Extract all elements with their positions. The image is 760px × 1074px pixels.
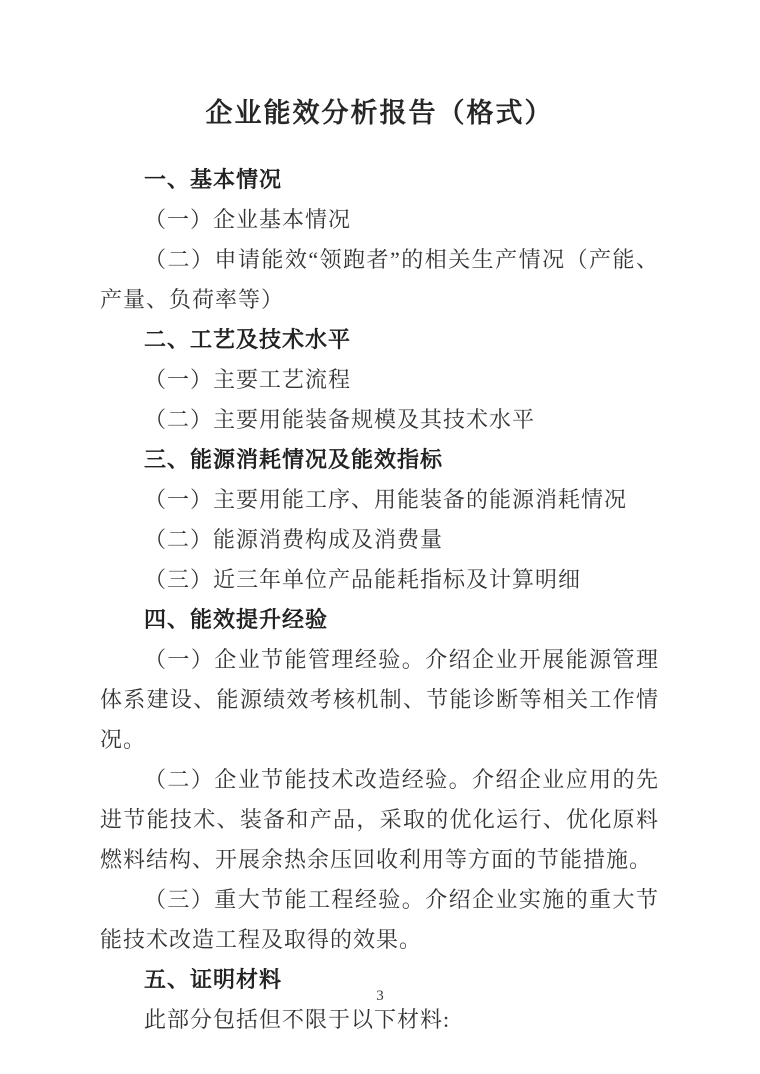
section-heading-1: 一、基本情况 — [144, 167, 283, 192]
section-3-item-1: （一）主要用能工序、用能装备的能源消耗情况 — [144, 487, 628, 512]
section-3-item-3: （三）近三年单位产品能耗指标及计算明细 — [144, 567, 582, 592]
section-heading-4: 四、能效提升经验 — [144, 607, 329, 632]
section-2-item-2: （二）主要用能装备规模及其技术水平 — [144, 407, 536, 432]
section-4-item-2: （二）企业节能技术改造经验。介绍企业应用的先进节能技术、装备和产品，采取的优化运行、优化原料燃料结构、开展余热余压回收利用等方面的节能措施。 — [100, 767, 659, 872]
section-4-item-1: （一）企业节能管理经验。介绍企业开展能源管理体系建设、能源绩效考核机制、节能诊断等相关工作情况。 — [100, 647, 659, 752]
section-heading-3: 三、能源消耗情况及能效指标 — [144, 447, 444, 472]
section-heading-5: 五、证明材料 — [144, 967, 283, 992]
section-1-item-2: （二）申请能效“领跑者”的相关生产情况（产能、产量、负荷率等） — [100, 247, 659, 312]
section-heading-2: 二、工艺及技术水平 — [144, 327, 352, 352]
page-number: 3 — [376, 988, 384, 1004]
section-2-item-1: （一）主要工艺流程 — [144, 367, 352, 392]
section-4-item-3: （三）重大节能工程经验。介绍企业实施的重大节能技术改造工程及取得的效果。 — [100, 887, 659, 952]
document-title: 企业能效分析报告（格式） — [205, 98, 554, 128]
section-5-item-1: 此部分包括但不限于以下材料: — [144, 1007, 451, 1032]
section-3-item-2: （二）能源消费构成及消费量 — [144, 527, 444, 552]
section-1-item-1: （一）企业基本情况 — [144, 207, 352, 232]
document-body — [100, 160, 659, 1040]
